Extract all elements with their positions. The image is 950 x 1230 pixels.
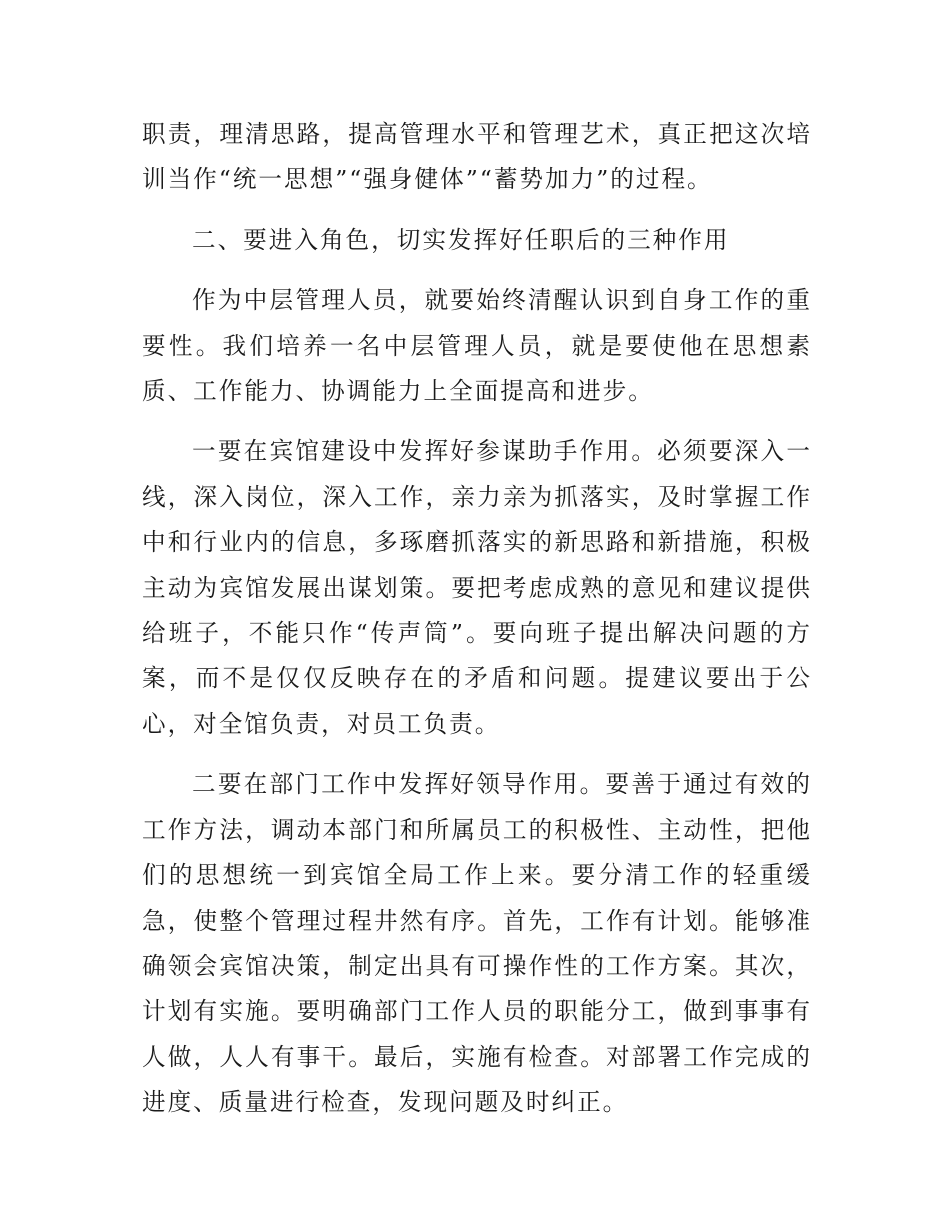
section-heading: 二、要进入角色，切实发挥好任职后的三种作用 [192,225,730,254]
paragraph-leadership-role: 二要在部门工作中发挥好领导作用。要善于通过有效的工作方法，调动本部门和所属员工的积极性、主动性，把他们的思想统一到宾馆全局工作上来。要分清工作的轻重缓急，使整个管理过程井然有序。首先，工作有计划。能够准确领会宾馆决策，制定出具有可操作性的工作方案。其次，计划有实施。要明确部门工作人员的职能分工，做到事事有人做，人人有事干。最后，实施有检查。对部署工作完成的进度、质量进行检查，发现问题及时纠正。 [142,770,812,1117]
paragraph-middle-managers: 作为中层管理人员，就要始终清醒认识到自身工作的重要性。我们培养一名中层管理人员，就是要使他在思想素质、工作能力、协调能力上全面提高和进步。 [142,286,812,406]
document-page [142,112,812,1141]
paragraph-continuation: 职责，理清思路，提高管理水平和管理艺术，真正把这次培训当作“统一思想”“强身健体”“蓄势加力”的过程。 [142,120,812,194]
paragraph-advisor-role: 一要在宾馆建设中发挥好参谋助手作用。必须要深入一线，深入岗位，深入工作，亲力亲为抓落实，及时掌握工作中和行业内的信息，多琢磨抓落实的新思路和新措施，积极主动为宾馆发展出谋划策。要把考虑成熟的意见和建议提供给班子，不能只作“传声筒”。要向班子提出解决问题的方案，而不是仅仅反映存在的矛盾和问题。提建议要出于公心，对全馆负责，对员工负责。 [142,437,812,738]
